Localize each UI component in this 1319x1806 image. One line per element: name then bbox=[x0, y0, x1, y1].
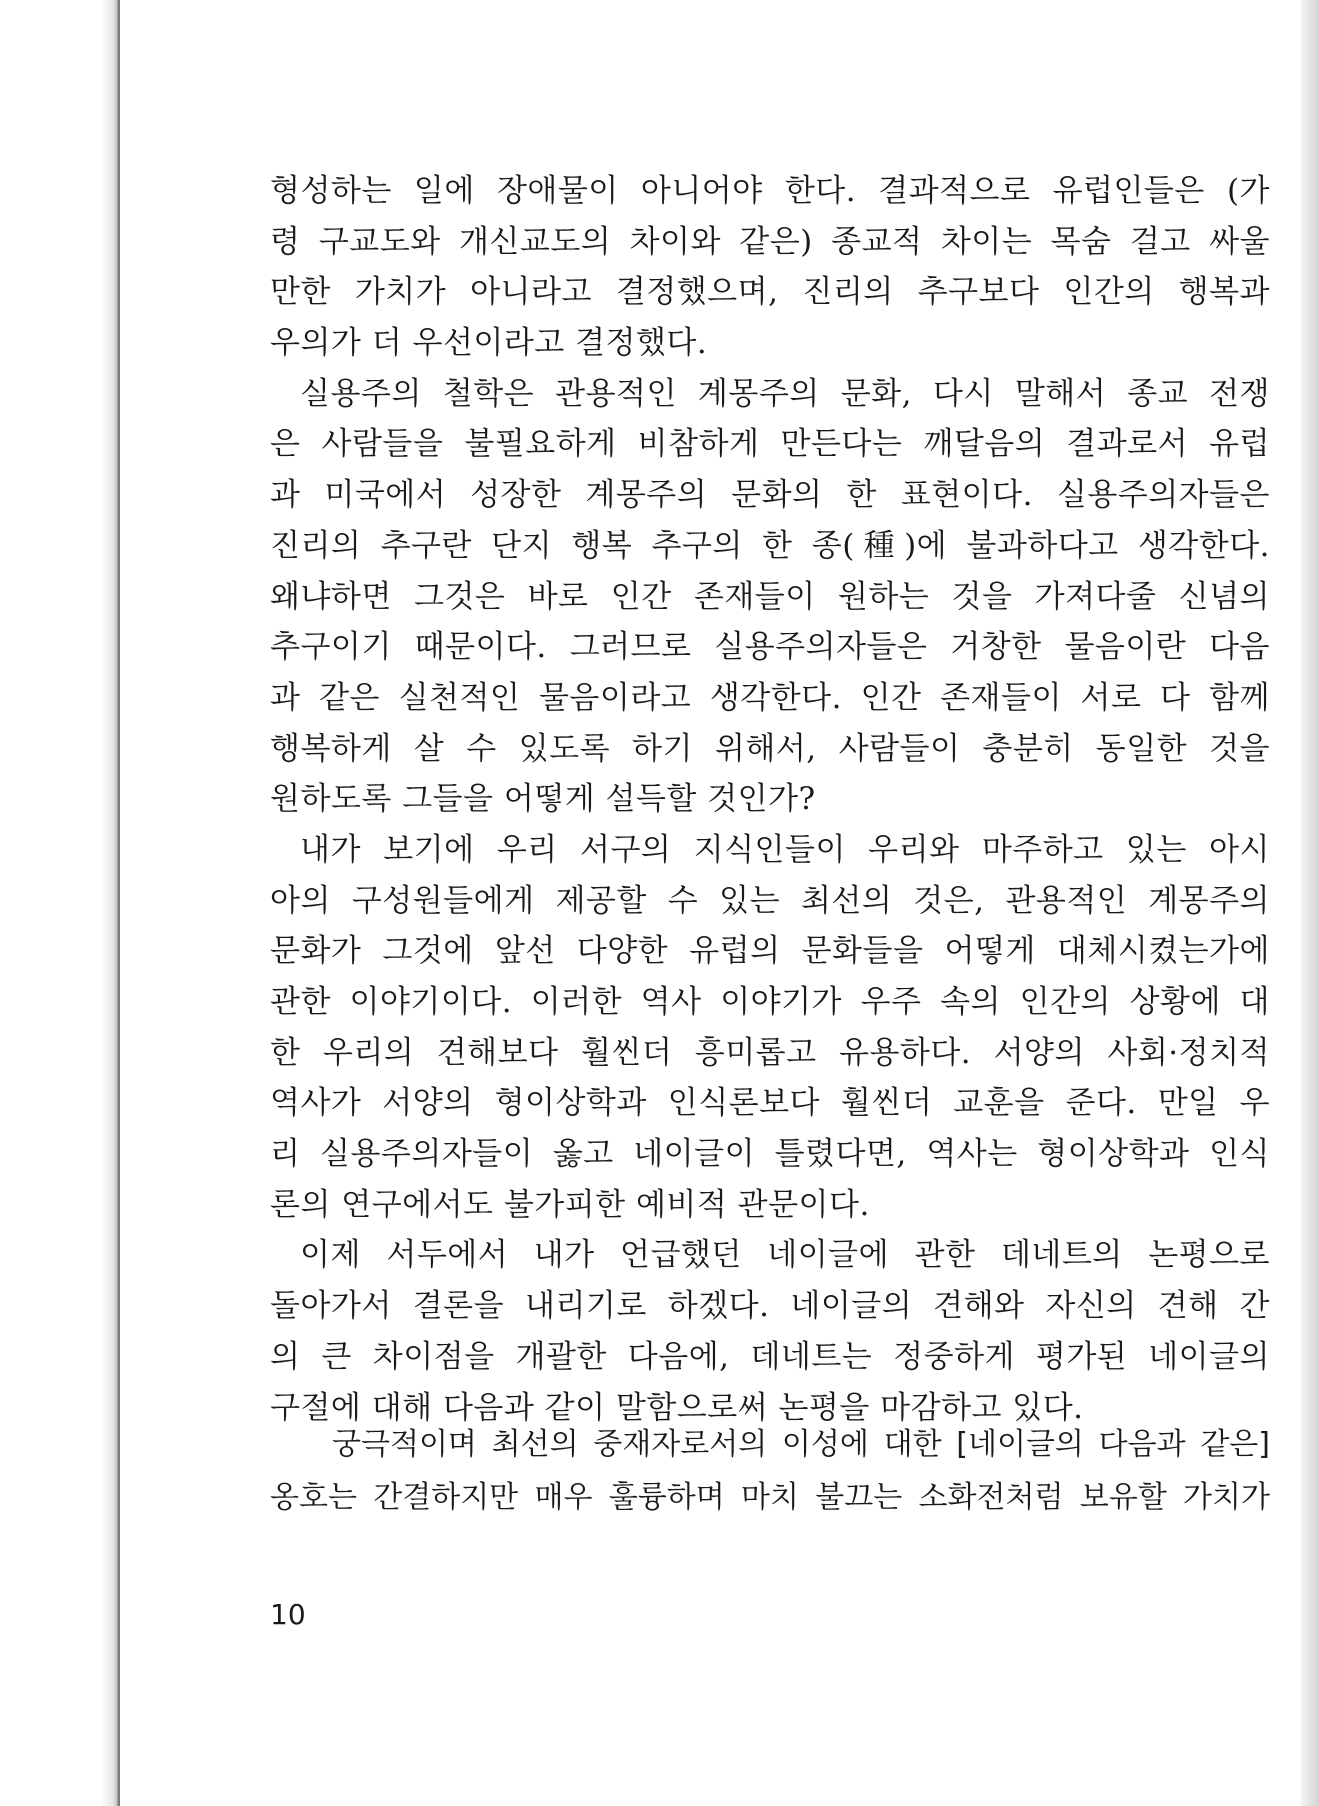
text-line: 과 미국에서 성장한 계몽주의 문화의 한 표현이다. 실용주의자들은 bbox=[270, 477, 1270, 514]
text-line: 내가 보기에 우리 서구의 지식인들이 우리와 마주하고 있는 아시 bbox=[300, 831, 1270, 868]
text-line: 구절에 대해 다음과 같이 말함으로써 논평을 마감하고 있다. bbox=[270, 1389, 1084, 1426]
text-line: 왜냐하면 그것은 바로 인간 존재들이 원하는 것을 가져다줄 신념의 bbox=[270, 578, 1270, 615]
page-right-edge bbox=[1301, 0, 1319, 1806]
block-quote bbox=[270, 1418, 1270, 1524]
text-line: 원하도록 그들을 어떻게 설득할 것인가? bbox=[270, 781, 816, 818]
text-line: 의 큰 차이점을 개괄한 다음에, 데네트는 정중하게 평가된 네이글의 bbox=[270, 1338, 1270, 1375]
text-line: 령 구교도와 개신교도의 차이와 같은) 종교적 차이는 목숨 걸고 싸울 bbox=[270, 223, 1270, 260]
page-gutter-shadow bbox=[0, 0, 118, 1806]
text-line: 은 사람들을 불필요하게 비참하게 만든다는 깨달음의 결과로서 유럽 bbox=[270, 426, 1270, 463]
text-line: 한 우리의 견해보다 훨씬더 흥미롭고 유용하다. 서양의 사회·정치적 bbox=[270, 1034, 1270, 1071]
text-line: 우의가 더 우선이라고 결정했다. bbox=[270, 325, 708, 362]
text-line: 돌아가서 결론을 내리기로 하겠다. 네이글의 견해와 자신의 견해 간 bbox=[270, 1288, 1270, 1325]
quote-line: 옹호는 간결하지만 매우 훌륭하며 마치 불끄는 소화전처럼 보유할 가치가 bbox=[270, 1480, 1270, 1515]
text-line: 과 같은 실천적인 물음이라고 생각한다. 인간 존재들이 서로 다 함께 bbox=[270, 679, 1270, 716]
text-line: 행복하게 살 수 있도록 하기 위해서, 사람들이 충분히 동일한 것을 bbox=[270, 730, 1270, 767]
text-line: 실용주의 철학은 관용적인 계몽주의 문화, 다시 말해서 종교 전쟁 bbox=[300, 375, 1270, 412]
body-text bbox=[270, 166, 1270, 1433]
text-line: 형성하는 일에 장애물이 아니어야 한다. 결과적으로 유럽인들은 (가 bbox=[270, 173, 1270, 209]
text-line: 만한 가치가 아니라고 결정했으며, 진리의 추구보다 인간의 행복과 bbox=[270, 274, 1270, 311]
text-line: 아의 구성원들에게 제공할 수 있는 최선의 것은, 관용적인 계몽주의 bbox=[270, 882, 1270, 919]
text-line: 역사가 서양의 형이상학과 인식론보다 훨씬더 교훈을 준다. 만일 우 bbox=[270, 1085, 1270, 1122]
text-line: 관한 이야기이다. 이러한 역사 이야기가 우주 속의 인간의 상황에 대 bbox=[270, 984, 1270, 1020]
text-line: 론의 연구에서도 불가피한 예비적 관문이다. bbox=[270, 1186, 870, 1223]
page-number: 10 bbox=[270, 1598, 306, 1631]
text-line: 문화가 그것에 앞선 다양한 유럽의 문화들을 어떻게 대체시켰는가에 bbox=[270, 933, 1270, 970]
text-line: 추구이기 때문이다. 그러므로 실용주의자들은 거창한 물음이란 다음 bbox=[270, 629, 1270, 666]
text-line: 리 실용주의자들이 옳고 네이글이 틀렸다면, 역사는 형이상학과 인식 bbox=[270, 1136, 1270, 1173]
book-page bbox=[118, 0, 1301, 1806]
text-line: 진리의 추구란 단지 행복 추구의 한 종(種)에 불과하다고 생각한다. bbox=[270, 527, 1270, 564]
text-line: 이제 서두에서 내가 언급했던 네이글에 관한 데네트의 논평으로 bbox=[300, 1237, 1270, 1274]
quote-line: 궁극적이며 최선의 중재자로서의 이성에 대한 [네이글의 다음과 같은] bbox=[332, 1427, 1270, 1462]
